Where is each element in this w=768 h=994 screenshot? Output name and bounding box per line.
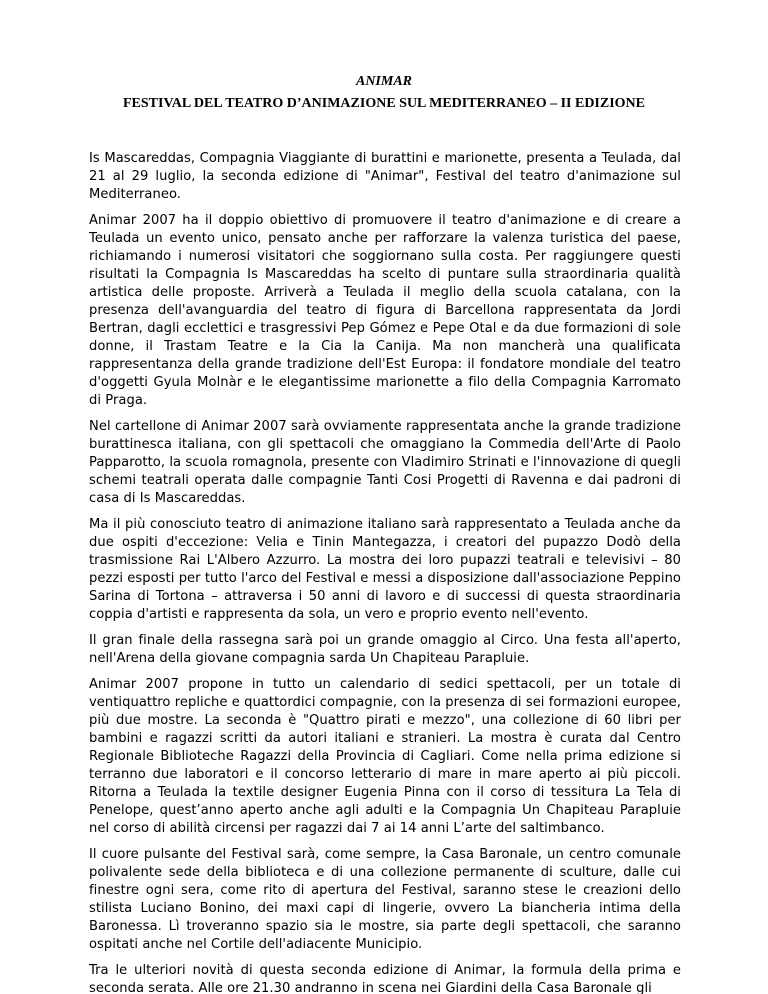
paragraph: Animar 2007 propone in tutto un calendario di sedici spettacoli, per un totale di ventiquattro repliche e quattordici compagnie, con la presenza di sei formazioni europee, più due mostre. La seconda è "Quattro pirati e mezzo", una collezione di 60 libri per bambini e ragazzi scritti da autori italiani e stranieri. La mostra è curata dal Centro Regionale Biblioteche Ragazzi della Provincia di Cagliari. Come nella prima edizione si terranno due laboratori e il concorso letterario di mare in mare aperto ai più piccoli. Ritorna a Teulada la textile designer Eugenia Pinna con il corso di tessitura La Tela di Penelope, quest’anno aperto anche agli adulti e la Compagnia Un Chapiteau Parapluie nel corso di abilità circensi per ragazzi dai 7 ai 14 anni L’arte del saltimbanco. (89, 677, 681, 836)
document-subtitle: FESTIVAL DEL TEATRO D’ANIMAZIONE SUL MEDITERRANEO – II EDIZIONE (122, 96, 645, 111)
paragraph: Il cuore pulsante del Festival sarà, come sempre, la Casa Baronale, un centro comunale polivalente sede della biblioteca e di una collezione permanente di sculture, dalle cui finestre ogni sera, come rito di apertura del Festival, saranno stese le creazioni dello stilista Luciano Bonino, dei maxi capi di lingerie, ovvero La biancheria intima della Baronessa. Lì troveranno spazio sia le mostre, sia parte degli spettacoli, che saranno ospitati anche nel Cortile dell'adiacente Municipio. (89, 847, 681, 952)
paragraph: Animar 2007 ha il doppio obiettivo di promuovere il teatro d'animazione e di creare a Teulada un evento unico, pensato anche per rafforzare la valenza turistica del paese, richiamando i numerosi visitatori che soggiornano sulla costa. Per raggiungere questi risultati la Compagnia Is Mascareddas ha scelto di puntare sulla straordinaria qualità artistica delle proposte. Arriverà a Teulada il meglio della scuola catalana, con la presenza dell'avanguardia del teatro di figura di Barcellona rappresentata da Jordi Bertran, dagli ecclettici e trasgressivi Pep Gómez e Pepe Otal e da due formazioni di sole donne, il Trastam Teatre e la Cia la Canija. Ma non mancherà una qualificata rappresentanza della grande tradizione dell'Est Europa: il fondatore mondiale del teatro d'oggetti Gyula Molnàr e le elegantissime marionette a filo della Compagnia Karromato di Praga. (89, 213, 681, 408)
paragraph: Il gran finale della rassegna sarà poi un grande omaggio al Circo. Una festa all'aperto, nell'Arena della giovane compagnia sarda Un Chapiteau Parapluie. (89, 633, 681, 666)
paragraph: Is Mascareddas, Compagnia Viaggiante di burattini e marionette, presenta a Teulada, dal 21 al 29 luglio, la seconda edizione di "Animar", Festival del teatro d'animazione sul Mediterraneo. (89, 151, 681, 202)
paragraph: Tra le ulteriori novità di questa seconda edizione di Animar, la formula della prima e seconda serata. Alle ore 21.30 andranno in scena nei Giardini della Casa Baronale gli (89, 963, 681, 994)
document-title: ANIMAR (355, 74, 413, 89)
paragraph: Nel cartellone di Animar 2007 sarà ovviamente rappresentata anche la grande tradizione burattinesca italiana, con gli spettacoli che omaggiano la Commedia dell'Arte di Paolo Papparotto, la scuola romagnola, presente con Vladimiro Strinati e l'innovazione di quegli schemi teatrali operata dalle compagnie Tanti Cosi Progetti di Ravenna e dai padroni di casa di Is Mascareddas. (89, 419, 681, 506)
paragraph: Ma il più conosciuto teatro di animazione italiano sarà rappresentato a Teulada anche da due ospiti d'eccezione: Velia e Tinin Mantegazza, i creatori del pupazzo Dodò della trasmissione Rai L'Albero Azzurro. La mostra dei loro pupazzi teatrali e televisivi – 80 pezzi esposti per tutto l'arco del Festival e messi a disposizione dall'associazione Peppino Sarina di Tortona – attraversa i 50 anni di lavoro e di successi di questa straordinaria coppia d'artisti e rappresenta da sola, un vero e proprio evento nell'evento. (89, 517, 681, 622)
document-body (89, 150, 681, 994)
